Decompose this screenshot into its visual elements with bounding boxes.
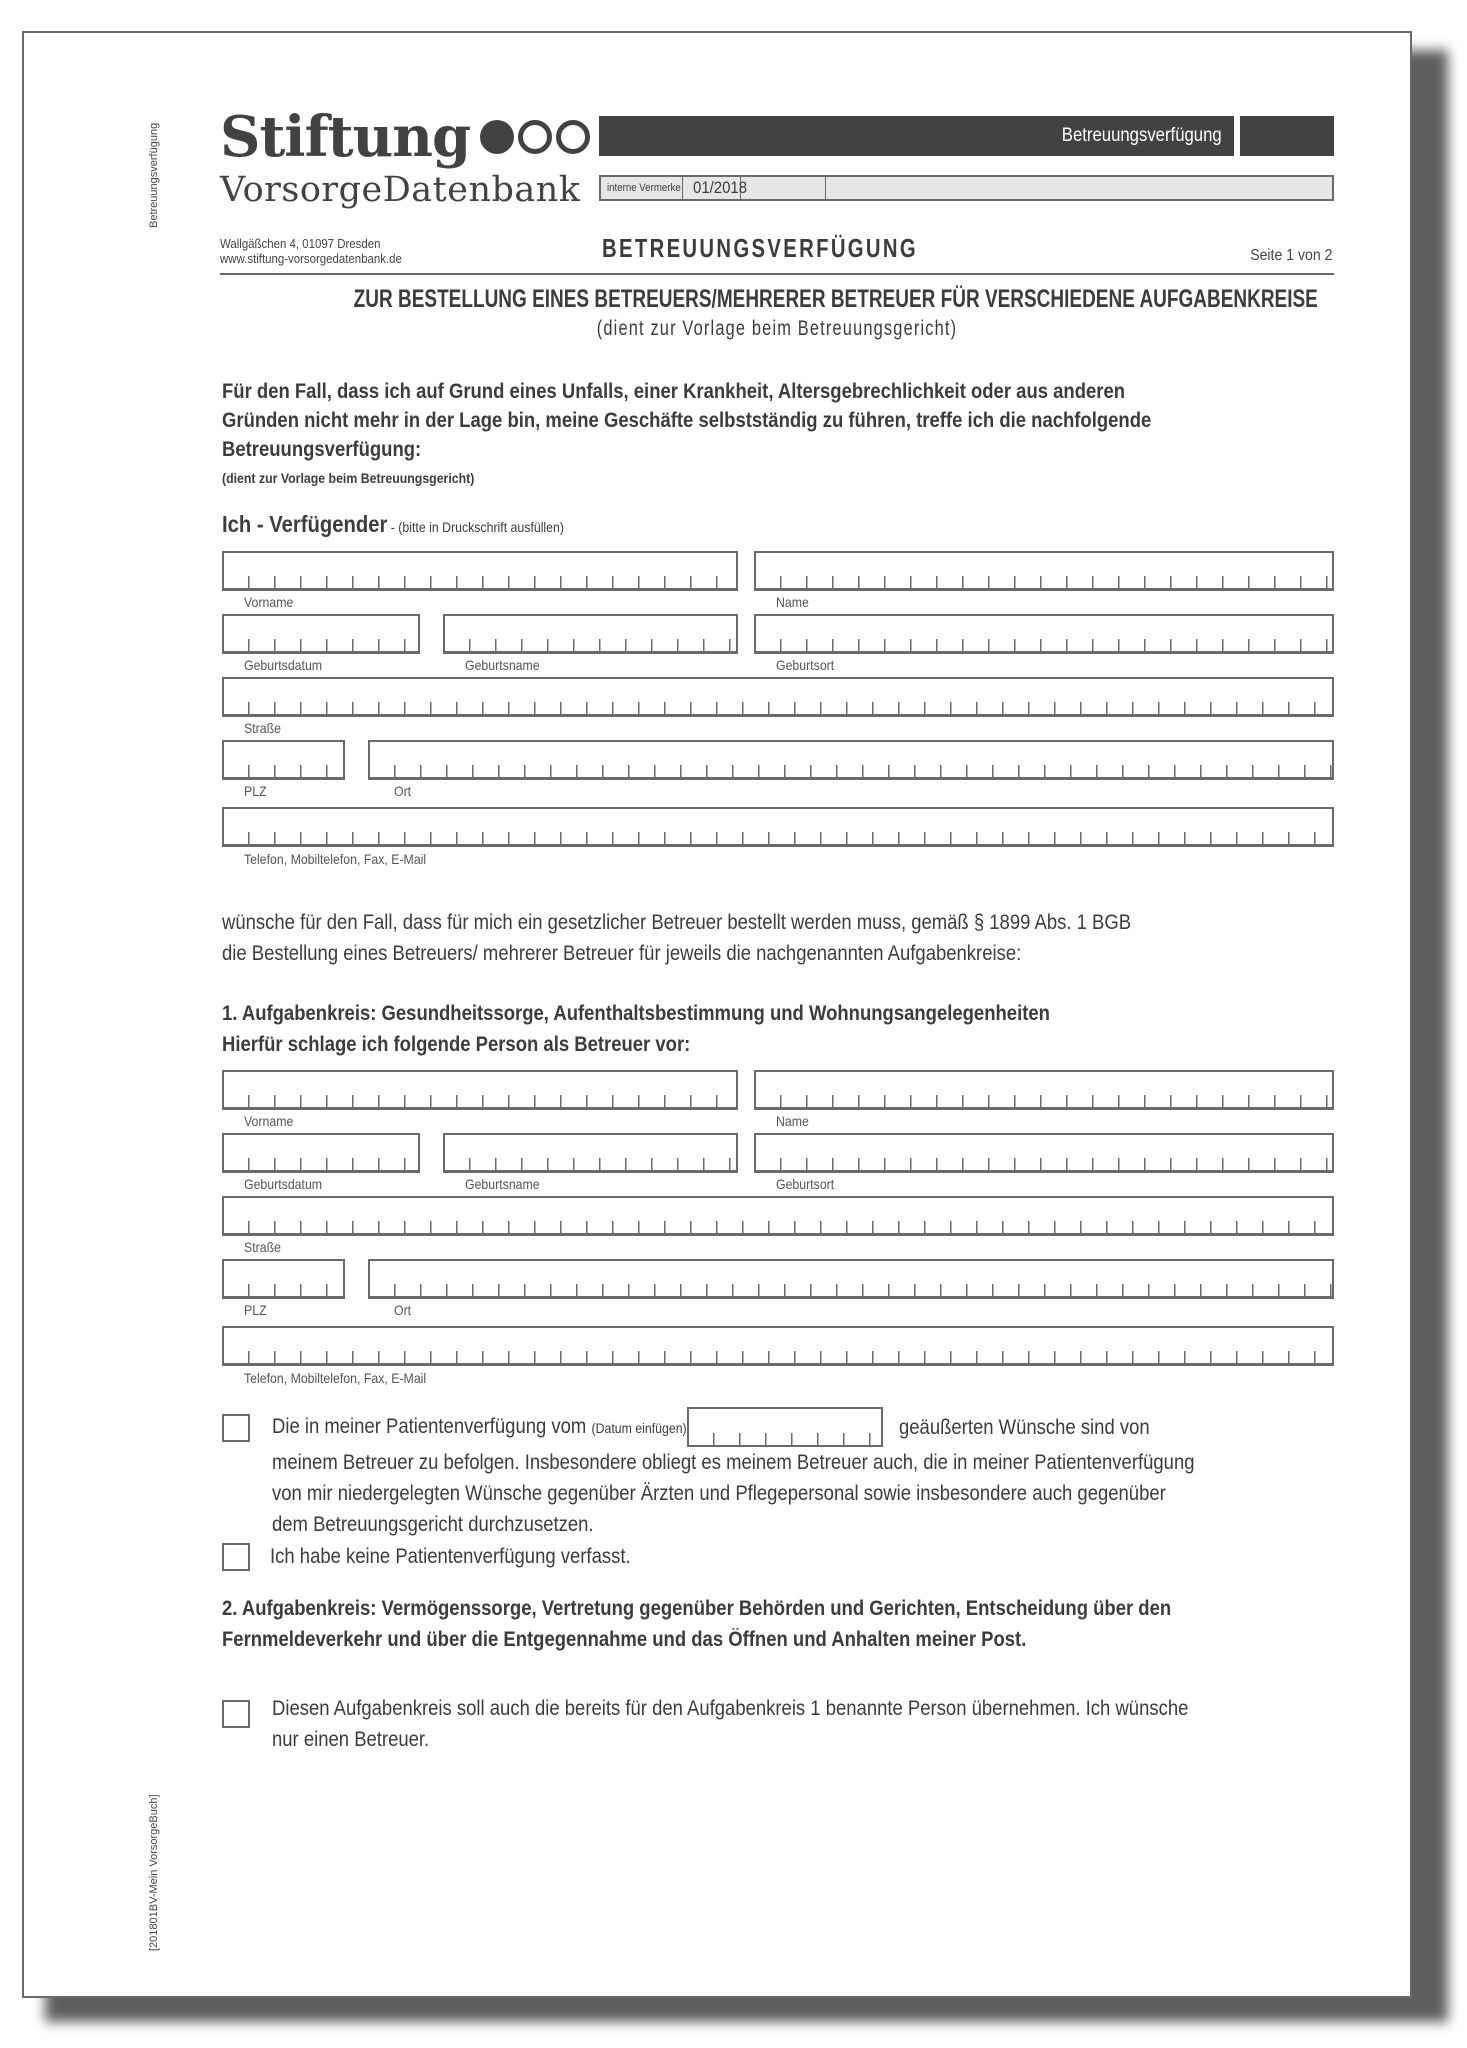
- declarant-kontakt-input[interactable]: [222, 807, 1334, 847]
- guardian1-strasse-input[interactable]: [222, 1196, 1334, 1236]
- address-website[interactable]: www.stiftung-vorsorgedatenbank.de: [220, 251, 402, 266]
- intro-paragraph: Für den Fall, dass ich auf Grund eines Unfalls, einer Krankheit, Altersgebrechlichkeit oder aus anderen Gründen nicht mehr in der Lage bin, meine Geschäfte selbstständig zu führen, treffe ich die nachfolgende Betreuungsverfügung:: [222, 380, 1152, 461]
- side-label-bottom: [201801BV-Mein VorsorgeBuch]: [148, 1794, 160, 1951]
- label-ort: Ort: [394, 783, 412, 799]
- label-strasse: Straße: [244, 720, 281, 736]
- side-label-top: Betreuungsverfügung: [148, 122, 160, 228]
- guardian1-name-input[interactable]: [754, 1070, 1334, 1110]
- subtitle-line1: ZUR BESTELLUNG EINES BETREUERS/MEHRERER BETREUER FÜR VERSCHIEDENE AUFGABENKREISE: [353, 285, 1318, 313]
- label-geburtsdatum: Geburtsdatum: [244, 657, 323, 673]
- guardian1-geburtsort-input[interactable]: [754, 1133, 1334, 1173]
- declarant-geburtsdatum-input[interactable]: [222, 614, 420, 654]
- label-kontakt: Telefon, Mobiltelefon, Fax, E-Mail: [244, 851, 427, 867]
- label-vorname: Vorname: [244, 594, 294, 610]
- section2-heading: 2. Aufgabenkreis: Vermögenssorge, Vertretung gegenüber Behörden und Gerichten, Entscheidung über den Fernmeldeverkehr und über die Entgegennahme und das Öffnen und Anhalten meiner Post.: [222, 1597, 1172, 1651]
- label-geburtsort: Geburtsort: [776, 657, 835, 673]
- logo-dot-filled-icon: [480, 120, 514, 154]
- logo-line1: Stiftung: [220, 104, 471, 170]
- address-block: [220, 236, 427, 266]
- subtitle-line2: (dient zur Vorlage beim Betreuungsgericht): [596, 317, 958, 340]
- label-geburtsname: Geburtsname: [465, 1176, 540, 1192]
- banner-end-block: [1240, 116, 1334, 156]
- no-patient-decree-checkbox[interactable]: [222, 1543, 250, 1571]
- declarant-heading: Ich - Verfügender - (bitte in Druckschrift ausfüllen): [222, 511, 564, 537]
- label-kontakt: Telefon, Mobiltelefon, Fax, E-Mail: [244, 1370, 427, 1386]
- internal-notes-row: [599, 175, 1334, 201]
- no-patient-decree-label: Ich habe keine Patientenverfügung verfasst.: [270, 1545, 631, 1568]
- patient-decree-date-input[interactable]: [687, 1407, 883, 1447]
- address-line1: Wallgäßchen 4, 01097 Dresden: [220, 236, 381, 251]
- logo-dot-empty-icon: [556, 120, 590, 154]
- guardian1-ort-input[interactable]: [368, 1259, 1334, 1299]
- notes-label: interne Vermerke: [601, 177, 683, 199]
- document-title: BETREUUNGSVERFÜGUNG: [602, 233, 919, 263]
- label-strasse: Straße: [244, 1239, 281, 1255]
- request-paragraph: wünsche für den Fall, dass für mich ein gesetzlicher Betreuer bestellt werden muss, gemäß § 1899 Abs. 1 BGB die Bestellung eines Betreuers/ mehrerer Betreuer für jeweils die nachgenannten Aufgabenkreise:: [222, 911, 1132, 965]
- declarant-plz-input[interactable]: [222, 740, 345, 780]
- document-type-banner: [599, 116, 1234, 156]
- label-name: Name: [776, 1113, 809, 1129]
- label-geburtsname: Geburtsname: [465, 657, 540, 673]
- label-geburtsort: Geburtsort: [776, 1176, 835, 1192]
- banner-label: Betreuungsverfügung: [1062, 125, 1222, 146]
- notes-cell-empty[interactable]: [741, 177, 826, 199]
- declarant-strasse-input[interactable]: [222, 677, 1334, 717]
- logo-line2: VorsorgeDatenbank: [220, 170, 581, 210]
- patient-decree-text: Die in meiner Patientenverfügung vom (Datum einfügen) geäußerten Wünsche sind von meinem Betreuer zu befolgen. Insbesondere obliegt es meinem Betreuer auch, die in meiner Patientenverfügung von mir niedergelegten Wünsche gegenüber Ärzten und Pflegepersonal sowie insbesondere auch gegenüber dem Betreuungsgericht durchzusetzen.: [272, 1407, 1352, 1540]
- guardian1-kontakt-input[interactable]: [222, 1326, 1334, 1366]
- document-page: [22, 31, 1412, 1998]
- label-plz: PLZ: [244, 1302, 267, 1318]
- notes-value[interactable]: 01/2018: [683, 177, 741, 199]
- section1-heading: 1. Aufgabenkreis: Gesundheitssorge, Aufenthaltsbestimmung und Wohnungsangelegenheiten Hierfür schlage ich folgende Person als Betreuer vor:: [222, 1002, 1050, 1056]
- logo-dot-empty-icon: [518, 120, 552, 154]
- same-guardian-text: Diesen Aufgabenkreis soll auch die bereits für den Aufgabenkreis 1 benannte Person übernehmen. Ich wünsche nur einen Betreuer.: [272, 1697, 1189, 1751]
- declarant-ort-input[interactable]: [368, 740, 1334, 780]
- same-guardian-checkbox[interactable]: [222, 1700, 250, 1728]
- guardian1-geburtsdatum-input[interactable]: [222, 1133, 420, 1173]
- guardian1-vorname-input[interactable]: [222, 1070, 738, 1110]
- page-indicator: Seite 1 von 2: [1249, 247, 1332, 264]
- guardian1-plz-input[interactable]: [222, 1259, 345, 1299]
- label-geburtsdatum: Geburtsdatum: [244, 1176, 323, 1192]
- declarant-geburtsort-input[interactable]: [754, 614, 1334, 654]
- declarant-vorname-input[interactable]: [222, 551, 738, 591]
- guardian1-geburtsname-input[interactable]: [443, 1133, 738, 1173]
- intro-note: (dient zur Vorlage beim Betreuungsgericht): [222, 470, 475, 486]
- logo: [220, 104, 590, 210]
- notes-cell-wide[interactable]: [826, 177, 1332, 199]
- declarant-name-input[interactable]: [754, 551, 1334, 591]
- label-ort: Ort: [394, 1302, 412, 1318]
- label-plz: PLZ: [244, 783, 267, 799]
- label-name: Name: [776, 594, 809, 610]
- header-divider: [220, 273, 1334, 275]
- declarant-geburtsname-input[interactable]: [443, 614, 738, 654]
- label-vorname: Vorname: [244, 1113, 294, 1129]
- patient-decree-checkbox[interactable]: [222, 1414, 250, 1442]
